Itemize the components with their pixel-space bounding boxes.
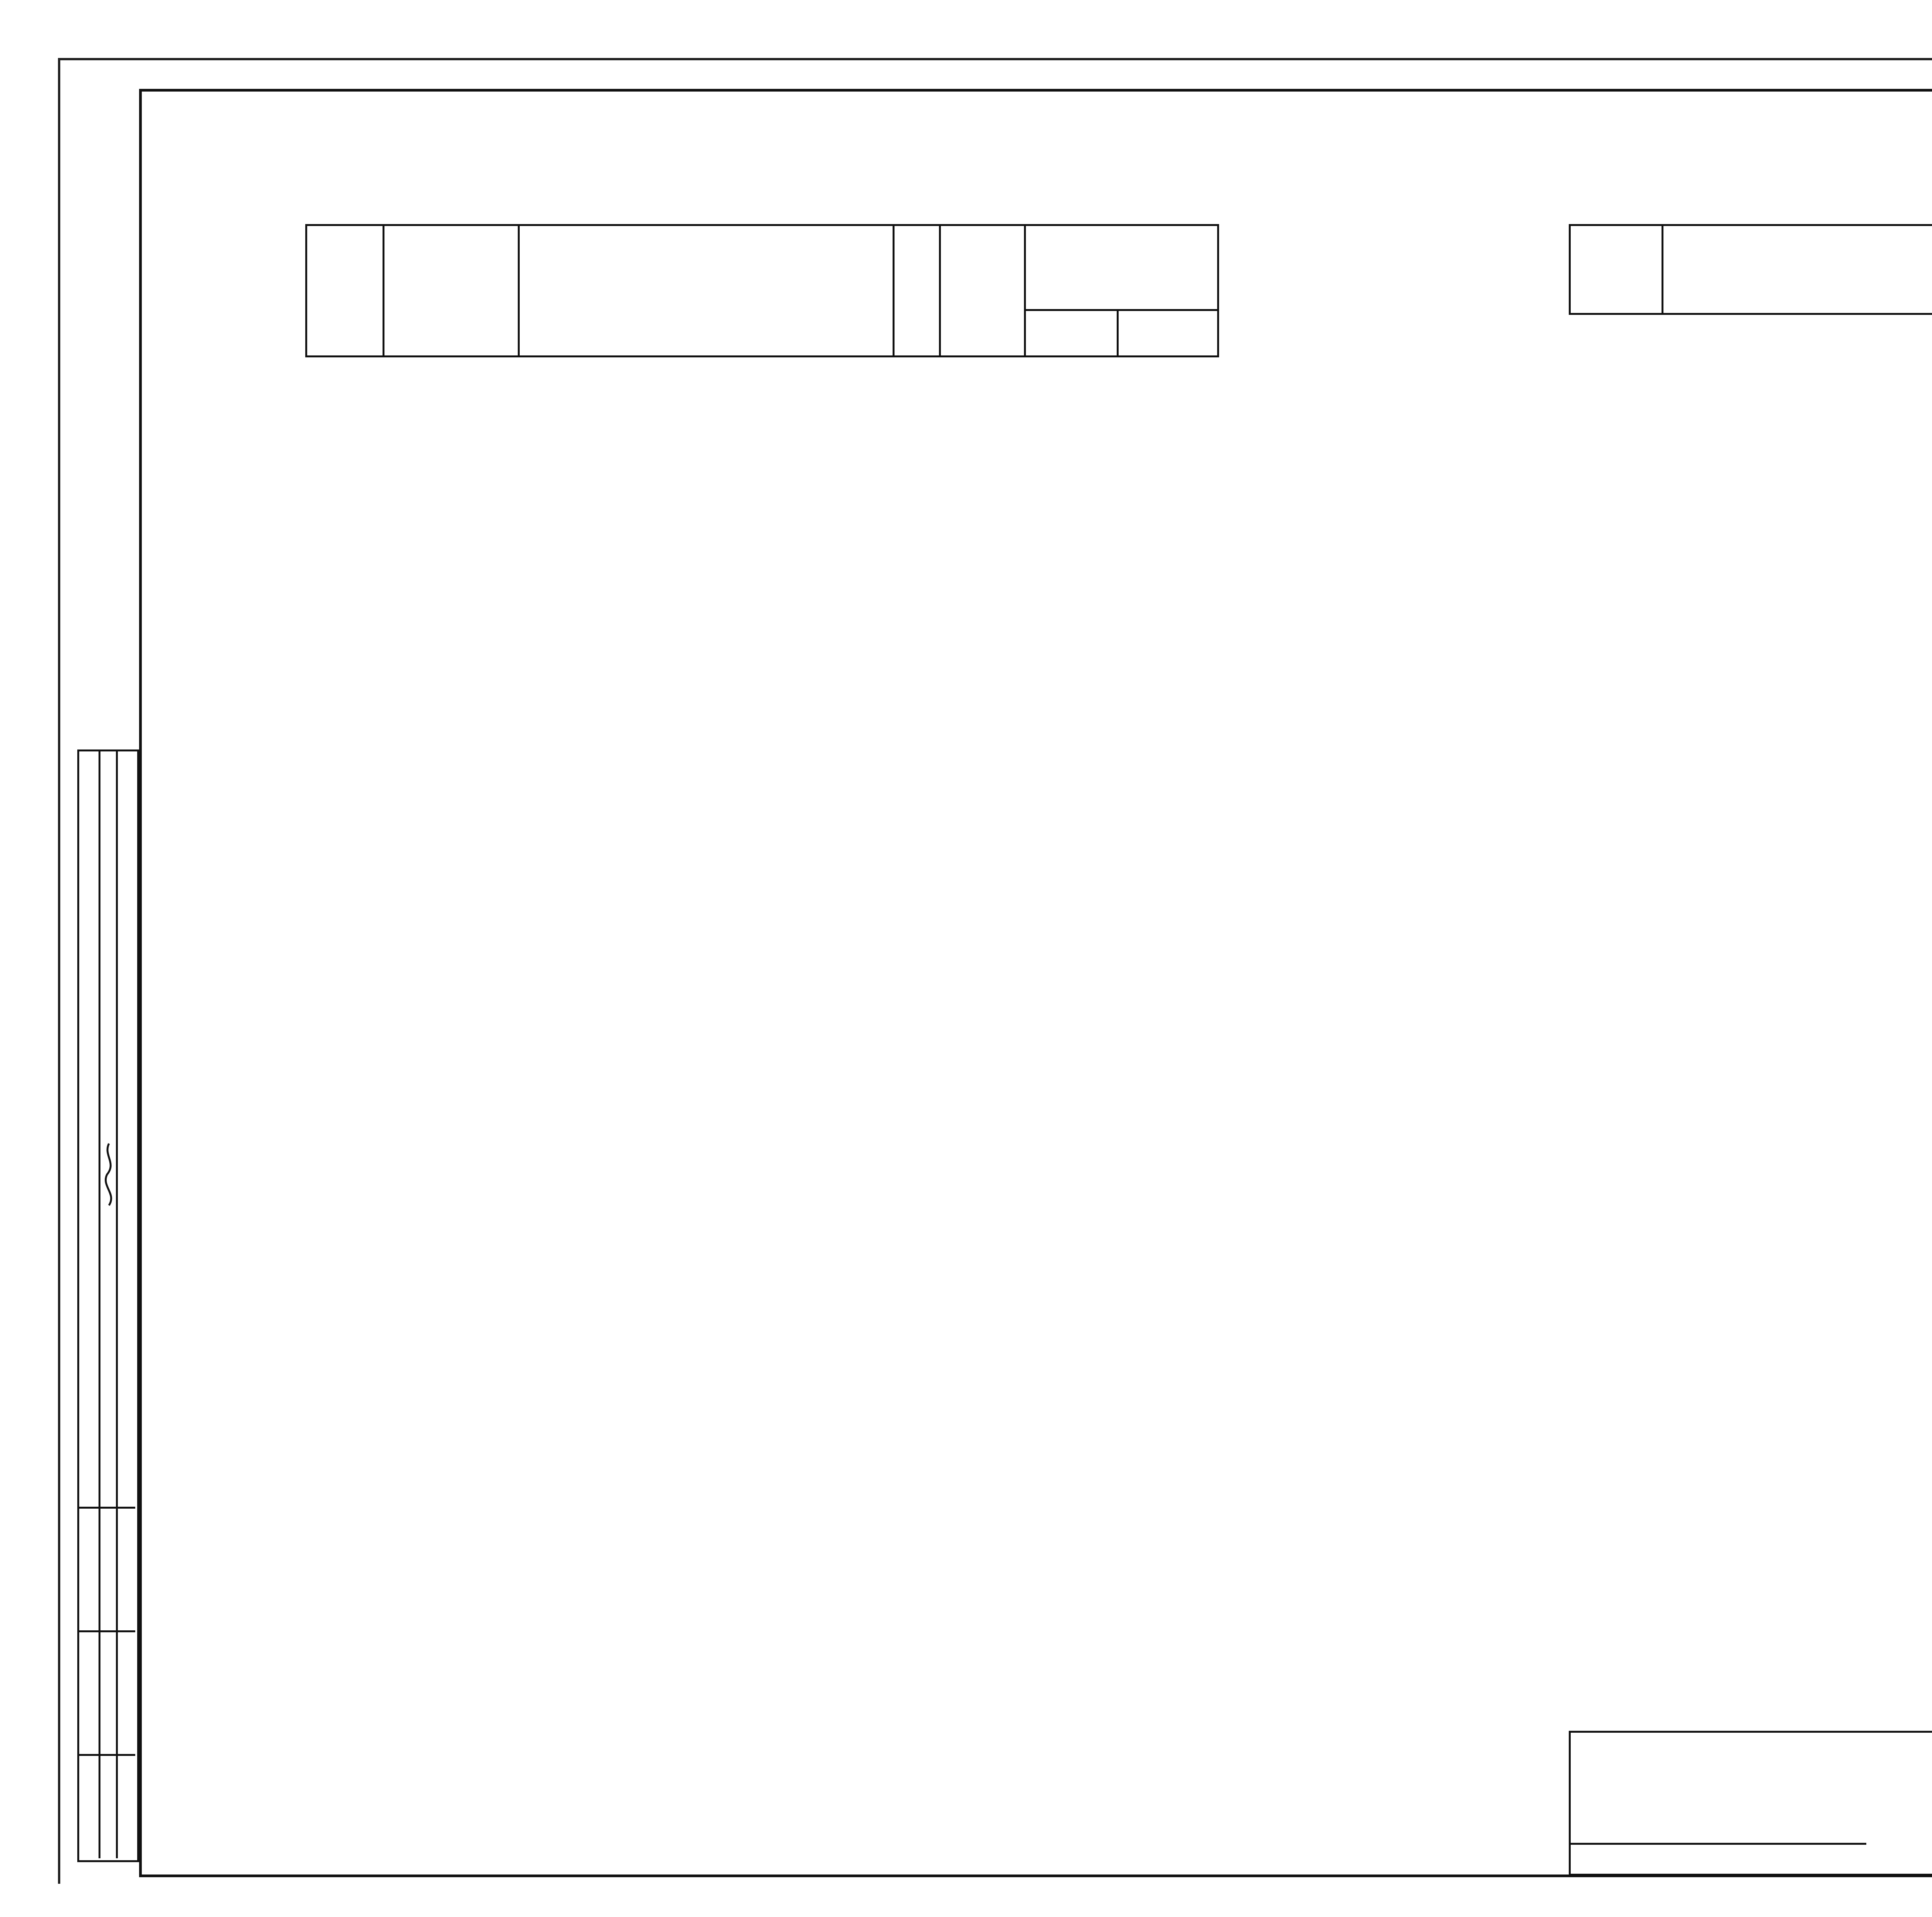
- smeta-table: [305, 224, 1219, 357]
- col-num-header: [306, 225, 384, 357]
- col-material-header: [1663, 225, 1932, 314]
- col-name-header: [519, 225, 894, 357]
- title-block-frame: [1569, 1731, 1932, 1876]
- side-stamp-divider: [77, 1630, 135, 1632]
- side-stamp-divider: [116, 749, 118, 1858]
- side-stamp-divider: [77, 1507, 135, 1509]
- side-stamp-frame: [77, 749, 139, 1862]
- vedomost-table: [1569, 224, 1932, 315]
- inv-divider: [1569, 1843, 1866, 1845]
- col-qty-header: [940, 225, 1025, 357]
- col-row-num-header: [1570, 225, 1663, 314]
- side-stamp-divider: [99, 749, 100, 1858]
- side-stamp-divider: [77, 1754, 135, 1756]
- approval-signature: [101, 1140, 119, 1209]
- col-unit-header: [894, 225, 940, 357]
- col-price-header: [384, 225, 519, 357]
- col-cost-header: [1025, 225, 1218, 310]
